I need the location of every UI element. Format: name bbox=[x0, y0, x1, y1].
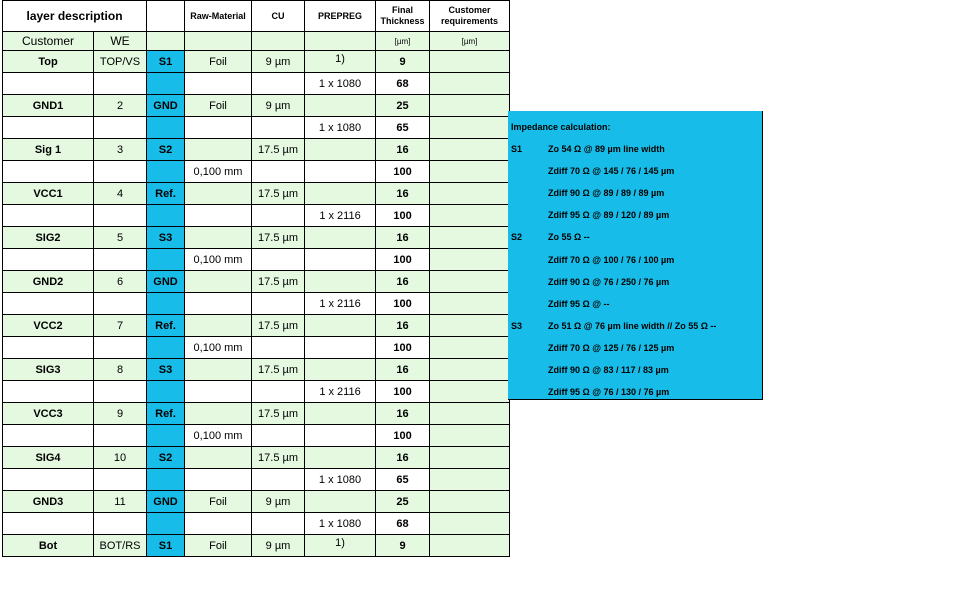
header-row bbox=[3, 1, 510, 32]
dielectric-row bbox=[3, 73, 510, 95]
we-number: 3 bbox=[94, 139, 147, 161]
layer-type bbox=[147, 249, 185, 271]
final-thickness: 16 bbox=[376, 359, 430, 381]
prepreg bbox=[305, 337, 376, 359]
raw-material: Foil bbox=[185, 535, 252, 557]
we-number: 5 bbox=[94, 227, 147, 249]
customer-requirement bbox=[430, 249, 510, 271]
impedance-value: Zdiff 90 Ω @ 89 / 89 / 89 µm bbox=[548, 188, 665, 199]
final-thickness: 100 bbox=[376, 381, 430, 403]
cu-subheader bbox=[252, 32, 305, 51]
layer-name bbox=[3, 117, 94, 139]
layer-type bbox=[147, 337, 185, 359]
final-thickness: 16 bbox=[376, 271, 430, 293]
raw-material bbox=[185, 205, 252, 227]
dielectric-row bbox=[3, 381, 510, 403]
we-number: BOT/RS bbox=[94, 535, 147, 557]
customer-requirement bbox=[430, 117, 510, 139]
customer-requirement bbox=[430, 469, 510, 491]
prepreg-subheader bbox=[305, 32, 376, 51]
raw-material bbox=[185, 447, 252, 469]
raw-material bbox=[185, 403, 252, 425]
copper-layer-row bbox=[3, 535, 510, 557]
layer-name bbox=[3, 337, 94, 359]
layer-type: GND bbox=[147, 271, 185, 293]
layer-type: Ref. bbox=[147, 403, 185, 425]
cu-thickness: 17.5 µm bbox=[252, 183, 305, 205]
we-number bbox=[94, 293, 147, 315]
customer-requirement bbox=[430, 337, 510, 359]
final-thickness: 16 bbox=[376, 183, 430, 205]
cu-thickness bbox=[252, 249, 305, 271]
prepreg bbox=[305, 271, 376, 293]
impedance-line bbox=[508, 144, 762, 166]
layer-name: GND3 bbox=[3, 491, 94, 513]
prepreg: 1 x 1080 bbox=[305, 513, 376, 535]
we-number: 8 bbox=[94, 359, 147, 381]
final-thickness: 65 bbox=[376, 469, 430, 491]
prepreg bbox=[305, 359, 376, 381]
dielectric-row bbox=[3, 117, 510, 139]
impedance-line bbox=[508, 365, 762, 387]
layer-name bbox=[3, 425, 94, 447]
raw-material bbox=[185, 315, 252, 337]
impedance-line bbox=[508, 321, 762, 343]
dielectric-row bbox=[3, 249, 510, 271]
cu-thickness bbox=[252, 425, 305, 447]
impedance-layer-label: S1 bbox=[511, 144, 523, 154]
final-thickness: 9 bbox=[376, 535, 430, 557]
layer-name: SIG2 bbox=[3, 227, 94, 249]
footnote-marker: 1) bbox=[335, 537, 345, 550]
raw-material: Foil bbox=[185, 491, 252, 513]
prepreg bbox=[305, 183, 376, 205]
copper-layer-row bbox=[3, 403, 510, 425]
layer-name bbox=[3, 469, 94, 491]
dielectric-row bbox=[3, 513, 510, 535]
cu-thickness bbox=[252, 381, 305, 403]
copper-layer-row bbox=[3, 183, 510, 205]
raw-material bbox=[185, 227, 252, 249]
we-number: 11 bbox=[94, 491, 147, 513]
subheader-row bbox=[3, 32, 510, 51]
impedance-value: Zdiff 70 Ω @ 100 / 76 / 100 µm bbox=[548, 254, 675, 265]
customer-requirement bbox=[430, 513, 510, 535]
prepreg bbox=[305, 139, 376, 161]
copper-layer-row bbox=[3, 139, 510, 161]
we-number: 4 bbox=[94, 183, 147, 205]
impedance-value: Zdiff 70 Ω @ 125 / 76 / 125 µm bbox=[548, 342, 675, 353]
layer-name bbox=[3, 161, 94, 183]
copper-layer-row bbox=[3, 95, 510, 117]
we-number bbox=[94, 117, 147, 139]
layer-name: VCC1 bbox=[3, 183, 94, 205]
final-thickness: 68 bbox=[376, 73, 430, 95]
final-thickness: 65 bbox=[376, 117, 430, 139]
we-number: 10 bbox=[94, 447, 147, 469]
prepreg: 1 x 1080 bbox=[305, 117, 376, 139]
prepreg bbox=[305, 95, 376, 117]
impedance-line bbox=[508, 277, 762, 299]
impedance-layer-label: S2 bbox=[511, 232, 523, 243]
impedance-title: Impedance calculation: bbox=[511, 122, 611, 132]
raw-material: 0,100 mm bbox=[185, 337, 252, 359]
dielectric-row bbox=[3, 293, 510, 315]
final-thickness: 16 bbox=[376, 447, 430, 469]
impedance-value: Zdiff 95 Ω @ 76 / 130 / 76 µm bbox=[548, 387, 670, 398]
cu-thickness bbox=[252, 337, 305, 359]
we-header: WE bbox=[94, 32, 147, 51]
layer-name bbox=[3, 205, 94, 227]
customer-requirement bbox=[430, 139, 510, 161]
cu-thickness bbox=[252, 469, 305, 491]
we-number bbox=[94, 469, 147, 491]
prepreg bbox=[305, 315, 376, 337]
raw-material bbox=[185, 183, 252, 205]
final-thickness: 100 bbox=[376, 161, 430, 183]
cu-thickness: 9 µm bbox=[252, 535, 305, 557]
copper-layer-row bbox=[3, 51, 510, 73]
copper-layer-row bbox=[3, 491, 510, 513]
cu-header: CU bbox=[252, 1, 305, 32]
copper-layer-row bbox=[3, 315, 510, 337]
layer-name bbox=[3, 249, 94, 271]
raw-material bbox=[185, 271, 252, 293]
raw-material-header: Raw-Material bbox=[185, 1, 252, 32]
impedance-value: Zo 55 Ω -- bbox=[548, 232, 590, 243]
raw-material bbox=[185, 469, 252, 491]
layer-type: S1 bbox=[147, 51, 185, 73]
customer-requirement bbox=[430, 205, 510, 227]
cu-thickness bbox=[252, 293, 305, 315]
layer-name bbox=[3, 381, 94, 403]
layer-name: SIG3 bbox=[3, 359, 94, 381]
impedance-layer-label: S3 bbox=[511, 320, 523, 331]
raw-material: 0,100 mm bbox=[185, 161, 252, 183]
impedance-value: Zdiff 70 Ω @ 145 / 76 / 145 µm bbox=[548, 166, 675, 177]
customer-requirement bbox=[430, 381, 510, 403]
layer-type bbox=[147, 513, 185, 535]
customer-requirement bbox=[430, 271, 510, 293]
impedance-line bbox=[508, 232, 762, 254]
impedance-line bbox=[508, 255, 762, 277]
customer-requirement bbox=[430, 359, 510, 381]
layer-type: S2 bbox=[147, 139, 185, 161]
customer-requirement bbox=[430, 293, 510, 315]
layer-type bbox=[147, 293, 185, 315]
customer-requirement bbox=[430, 425, 510, 447]
impedance-value: Zdiff 90 Ω @ 83 / 117 / 83 µm bbox=[548, 365, 669, 375]
impedance-value: Zdiff 95 Ω @ -- bbox=[548, 298, 610, 309]
layer-type bbox=[147, 205, 185, 227]
layer-type bbox=[147, 73, 185, 95]
cu-thickness: 17.5 µm bbox=[252, 447, 305, 469]
final-thickness: 16 bbox=[376, 315, 430, 337]
layer-name: GND1 bbox=[3, 95, 94, 117]
customer-requirement bbox=[430, 51, 510, 73]
layer-type: GND bbox=[147, 491, 185, 513]
impedance-line bbox=[508, 299, 762, 321]
dielectric-row bbox=[3, 161, 510, 183]
customer-requirement bbox=[430, 535, 510, 557]
type-subheader bbox=[147, 32, 185, 51]
customer-requirements-header: Customer requirements bbox=[430, 1, 510, 32]
layer-type: Ref. bbox=[147, 315, 185, 337]
customer-requirement bbox=[430, 95, 510, 117]
final-thickness: 68 bbox=[376, 513, 430, 535]
we-number bbox=[94, 513, 147, 535]
final-thickness: 25 bbox=[376, 491, 430, 513]
raw-material bbox=[185, 139, 252, 161]
final-thickness: 16 bbox=[376, 227, 430, 249]
final-thickness-header: Final Thickness bbox=[376, 1, 430, 32]
raw-material: 0,100 mm bbox=[185, 425, 252, 447]
layer-name: Top bbox=[3, 51, 94, 73]
cu-thickness: 17.5 µm bbox=[252, 359, 305, 381]
prepreg: 1 x 1080 bbox=[305, 469, 376, 491]
customer-requirement bbox=[430, 73, 510, 95]
prepreg-header: PREPREG bbox=[305, 1, 376, 32]
layer-name: VCC3 bbox=[3, 403, 94, 425]
final-thickness: 16 bbox=[376, 403, 430, 425]
raw-material bbox=[185, 381, 252, 403]
impedance-calculation-panel bbox=[508, 111, 763, 400]
we-number bbox=[94, 161, 147, 183]
layer-name: GND2 bbox=[3, 271, 94, 293]
final-thickness: 100 bbox=[376, 425, 430, 447]
prepreg bbox=[305, 425, 376, 447]
layer-type bbox=[147, 161, 185, 183]
layer-type: S3 bbox=[147, 359, 185, 381]
prepreg: 1 x 2116 bbox=[305, 293, 376, 315]
layer-type: S1 bbox=[147, 535, 185, 557]
customer-requirement bbox=[430, 315, 510, 337]
copper-layer-row bbox=[3, 447, 510, 469]
customer-header: Customer bbox=[3, 32, 94, 51]
prepreg: 1 x 2116 bbox=[305, 381, 376, 403]
cu-thickness: 17.5 µm bbox=[252, 403, 305, 425]
prepreg bbox=[305, 403, 376, 425]
prepreg bbox=[305, 51, 376, 73]
final-thickness: 25 bbox=[376, 95, 430, 117]
impedance-line bbox=[508, 210, 762, 232]
we-number bbox=[94, 73, 147, 95]
dielectric-row bbox=[3, 205, 510, 227]
cu-thickness: 17.5 µm bbox=[252, 227, 305, 249]
layer-name: VCC2 bbox=[3, 315, 94, 337]
customer-unit: [µm] bbox=[430, 32, 510, 51]
customer-requirement bbox=[430, 403, 510, 425]
final-thickness: 100 bbox=[376, 205, 430, 227]
prepreg bbox=[305, 249, 376, 271]
copper-layer-row bbox=[3, 359, 510, 381]
raw-material: 0,100 mm bbox=[185, 249, 252, 271]
dielectric-row bbox=[3, 337, 510, 359]
cu-thickness: 17.5 µm bbox=[252, 315, 305, 337]
impedance-line bbox=[508, 387, 762, 409]
final-unit: [µm] bbox=[376, 32, 430, 51]
final-thickness: 100 bbox=[376, 249, 430, 271]
we-number: 7 bbox=[94, 315, 147, 337]
dielectric-row bbox=[3, 425, 510, 447]
footnote-marker: 1) bbox=[335, 53, 345, 66]
copper-layer-row bbox=[3, 227, 510, 249]
raw-material bbox=[185, 73, 252, 95]
layer-stack-table bbox=[2, 0, 510, 557]
layer-name: Bot bbox=[3, 535, 94, 557]
layer-type bbox=[147, 469, 185, 491]
final-thickness: 100 bbox=[376, 293, 430, 315]
we-number bbox=[94, 205, 147, 227]
raw-subheader bbox=[185, 32, 252, 51]
customer-requirement bbox=[430, 227, 510, 249]
impedance-value: Zdiff 90 Ω @ 76 / 250 / 76 µm bbox=[548, 276, 670, 287]
impedance-line bbox=[508, 166, 762, 188]
raw-material bbox=[185, 359, 252, 381]
prepreg: 1 x 2116 bbox=[305, 205, 376, 227]
layer-type: Ref. bbox=[147, 183, 185, 205]
prepreg bbox=[305, 227, 376, 249]
layer-type: S3 bbox=[147, 227, 185, 249]
prepreg bbox=[305, 491, 376, 513]
impedance-line bbox=[508, 343, 762, 365]
customer-requirement bbox=[430, 491, 510, 513]
raw-material bbox=[185, 293, 252, 315]
cu-thickness: 9 µm bbox=[252, 491, 305, 513]
dielectric-row bbox=[3, 469, 510, 491]
impedance-value: Zdiff 95 Ω @ 89 / 120 / 89 µm bbox=[548, 210, 670, 221]
layer-type: S2 bbox=[147, 447, 185, 469]
type-header bbox=[147, 1, 185, 32]
layer-description-header: layer description bbox=[3, 1, 147, 32]
impedance-line bbox=[508, 188, 762, 210]
impedance-value: Zo 51 Ω @ 76 µm line width // Zo 55 Ω -- bbox=[548, 320, 717, 331]
we-number: TOP/VS bbox=[94, 51, 147, 73]
layer-type bbox=[147, 381, 185, 403]
we-number bbox=[94, 249, 147, 271]
layer-name bbox=[3, 73, 94, 95]
cu-thickness: 17.5 µm bbox=[252, 271, 305, 293]
layer-name: Sig 1 bbox=[3, 139, 94, 161]
layer-name: SIG4 bbox=[3, 447, 94, 469]
customer-requirement bbox=[430, 183, 510, 205]
layer-name bbox=[3, 293, 94, 315]
cu-thickness bbox=[252, 73, 305, 95]
we-number bbox=[94, 337, 147, 359]
raw-material: Foil bbox=[185, 51, 252, 73]
final-thickness: 100 bbox=[376, 337, 430, 359]
cu-thickness bbox=[252, 205, 305, 227]
prepreg bbox=[305, 161, 376, 183]
customer-requirement bbox=[430, 161, 510, 183]
we-number: 6 bbox=[94, 271, 147, 293]
raw-material bbox=[185, 117, 252, 139]
we-number bbox=[94, 381, 147, 403]
raw-material: Foil bbox=[185, 95, 252, 117]
cu-thickness bbox=[252, 161, 305, 183]
we-number: 2 bbox=[94, 95, 147, 117]
cu-thickness bbox=[252, 117, 305, 139]
final-thickness: 16 bbox=[376, 139, 430, 161]
final-thickness: 9 bbox=[376, 51, 430, 73]
cu-thickness: 17.5 µm bbox=[252, 139, 305, 161]
prepreg: 1 x 1080 bbox=[305, 73, 376, 95]
customer-requirement bbox=[430, 447, 510, 469]
layer-type bbox=[147, 117, 185, 139]
prepreg bbox=[305, 447, 376, 469]
cu-thickness bbox=[252, 513, 305, 535]
layer-type bbox=[147, 425, 185, 447]
raw-material bbox=[185, 513, 252, 535]
copper-layer-row bbox=[3, 271, 510, 293]
we-number: 9 bbox=[94, 403, 147, 425]
prepreg bbox=[305, 535, 376, 557]
cu-thickness: 9 µm bbox=[252, 95, 305, 117]
impedance-value: Zo 54 Ω @ 89 µm line width bbox=[548, 144, 665, 154]
layer-name bbox=[3, 513, 94, 535]
we-number bbox=[94, 425, 147, 447]
cu-thickness: 9 µm bbox=[252, 51, 305, 73]
layer-type: GND bbox=[147, 95, 185, 117]
